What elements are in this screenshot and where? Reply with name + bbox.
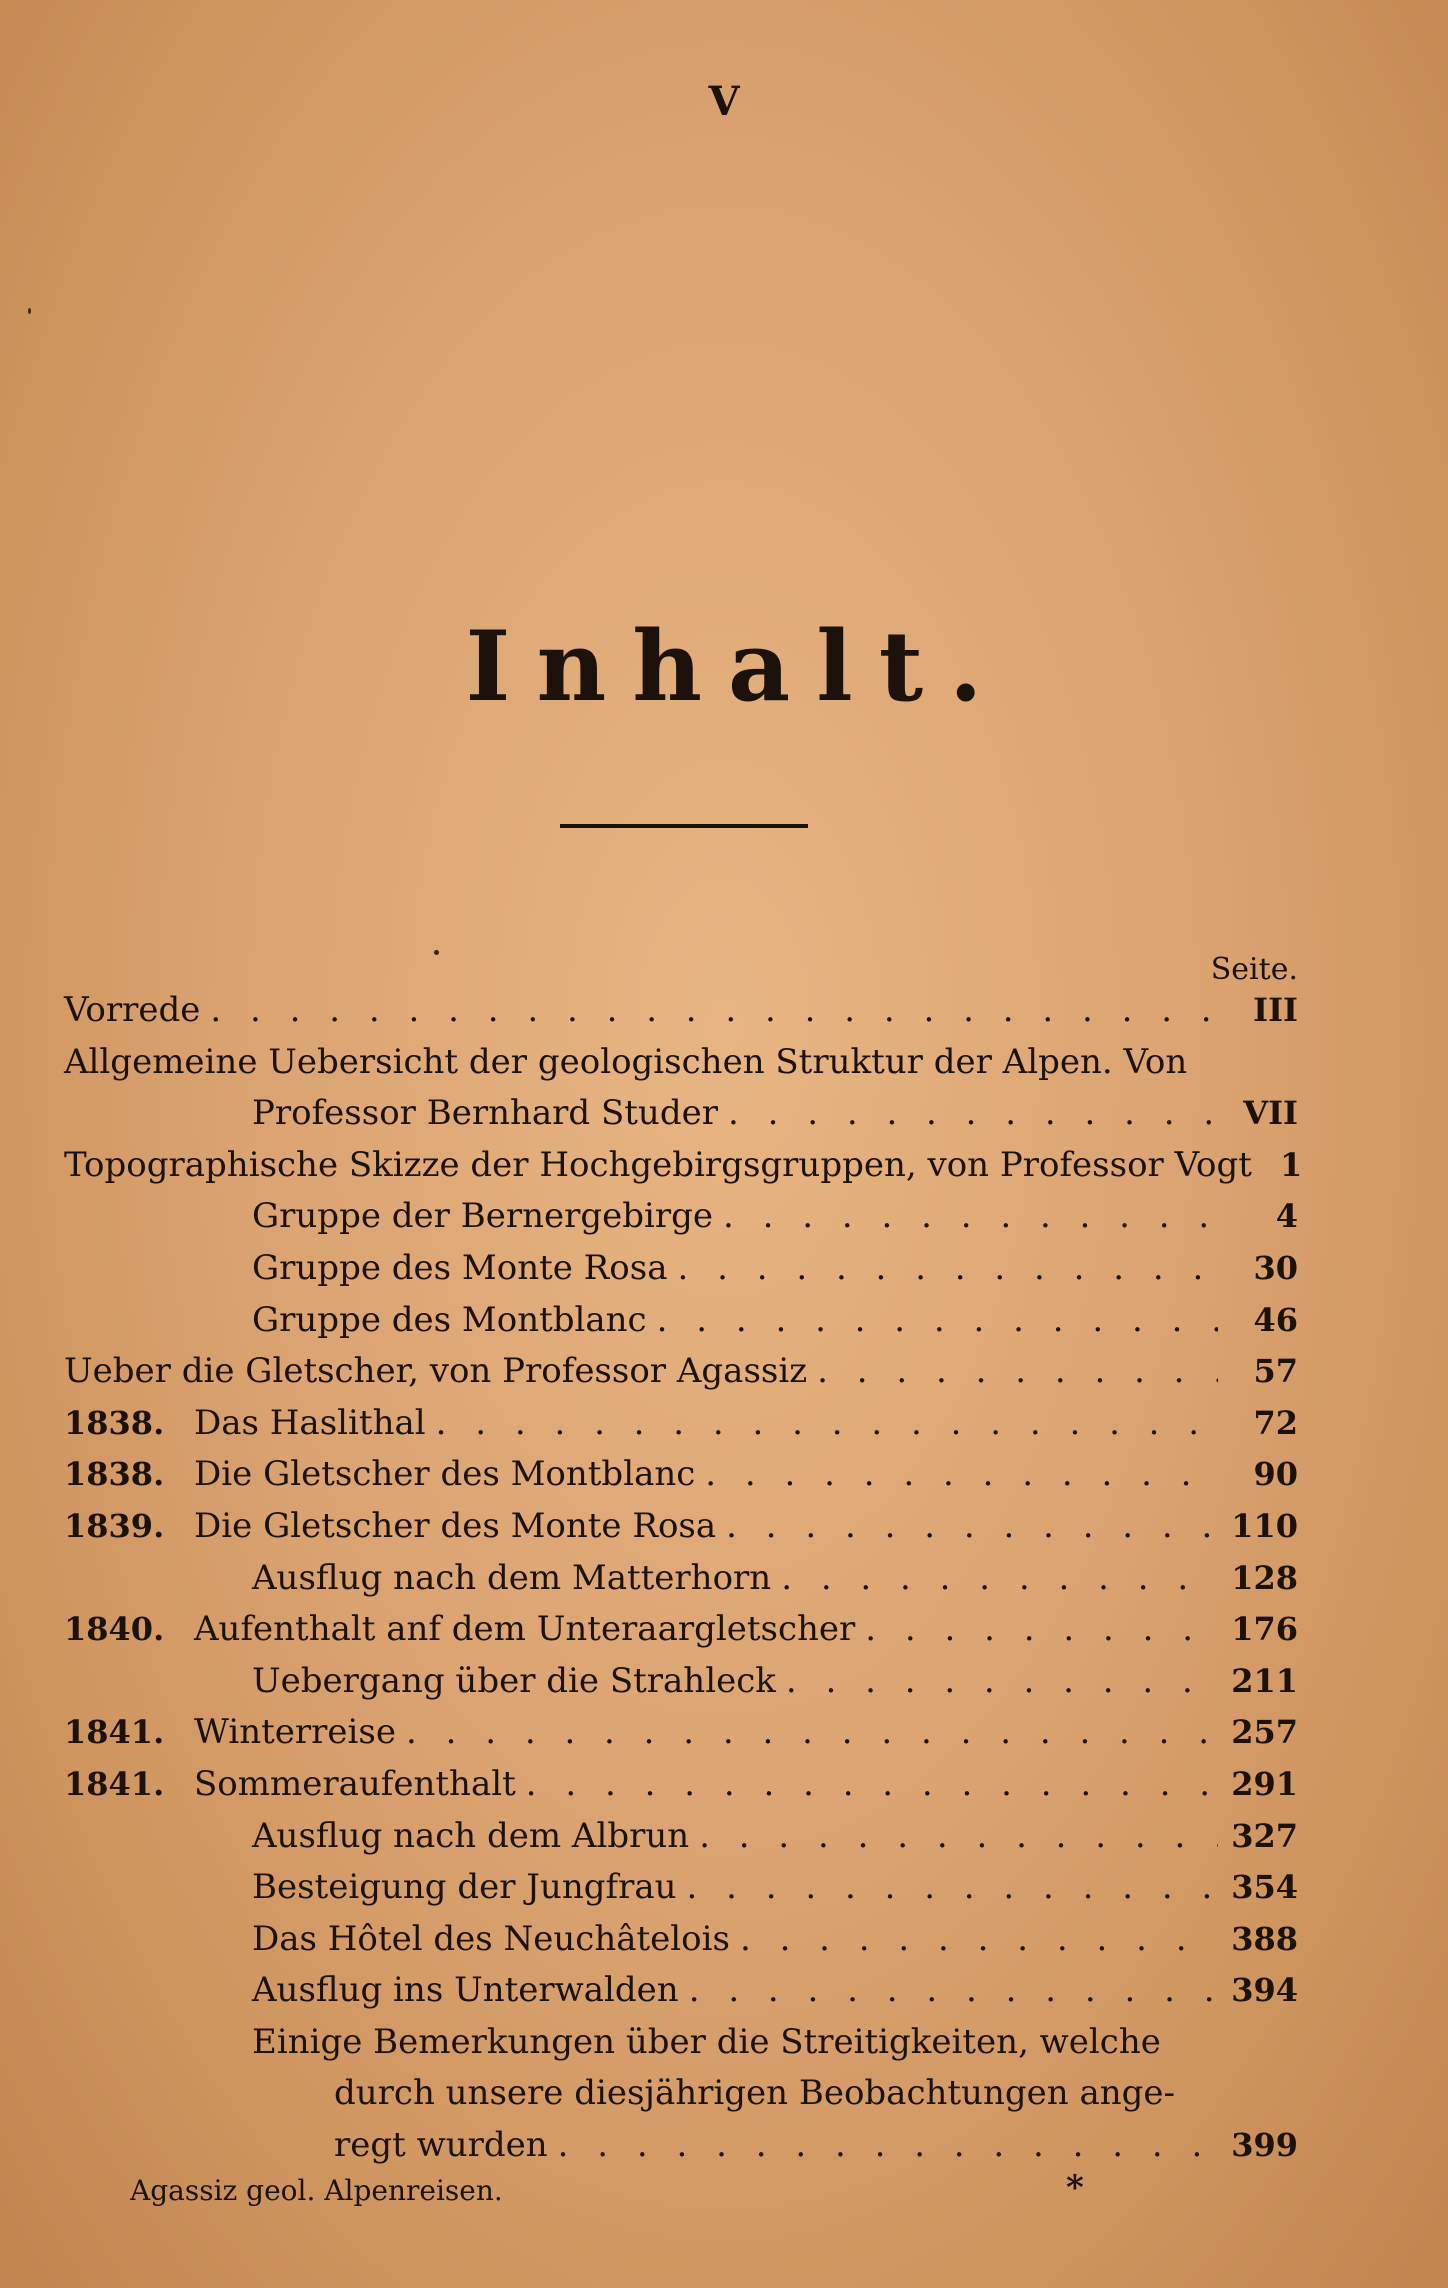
toc-entry[interactable] xyxy=(64,2120,1298,2172)
signature-mark: * xyxy=(1066,2168,1084,2208)
toc-entry[interactable] xyxy=(64,1346,1298,1398)
entry-year: 1841. xyxy=(64,1713,165,1752)
entry-year: 1841. xyxy=(64,1764,165,1803)
entry-title: Topographische Skizze der Hochgebirgsgruppen, von Professor Vogt xyxy=(64,1144,1252,1185)
page-title: Inhalt. xyxy=(465,610,1009,723)
entry-page: 57 xyxy=(1253,1352,1298,1391)
entry-page: VII xyxy=(1243,1094,1298,1133)
entry-page: 46 xyxy=(1253,1300,1298,1339)
entry-page: 72 xyxy=(1253,1403,1298,1442)
entry-page: 1 xyxy=(1279,1145,1303,1184)
entry-title: durch unsere diesjährigen Beobachtungen ange- xyxy=(334,2073,1175,2114)
entry-title: Gruppe des Montblanc xyxy=(252,1299,647,1340)
entry-title: Professor Bernhard Studer xyxy=(252,1093,718,1134)
leader-dots xyxy=(200,985,1218,1037)
toc-entry[interactable] xyxy=(64,2068,1298,2120)
entry-page: 176 xyxy=(1231,1610,1298,1649)
toc-entry[interactable] xyxy=(64,1191,1298,1243)
page-number: V xyxy=(708,78,740,125)
toc-entry[interactable] xyxy=(64,1088,1298,1140)
toc-entry[interactable] xyxy=(64,1243,1298,1295)
title-divider xyxy=(560,824,808,828)
entry-page: 388 xyxy=(1231,1919,1298,1958)
entry-page: 90 xyxy=(1253,1455,1298,1494)
leader-dots xyxy=(776,1656,1218,1708)
leader-dots xyxy=(426,1398,1218,1450)
toc-entry[interactable] xyxy=(64,2017,1298,2069)
entry-page: 399 xyxy=(1231,2126,1298,2165)
leader-dots xyxy=(855,1604,1218,1656)
entry-page: 30 xyxy=(1253,1248,1298,1287)
toc-entry[interactable] xyxy=(64,1140,1303,1192)
entry-title: Gruppe der Bernergebirge xyxy=(252,1196,714,1237)
leader-dots xyxy=(516,1759,1218,1811)
entry-title: Allgemeine Uebersicht der geologischen Struktur der Alpen. Von xyxy=(64,1041,1188,1082)
leader-dots xyxy=(548,2120,1218,2172)
leader-dots xyxy=(713,1191,1218,1243)
entry-page: III xyxy=(1253,991,1298,1029)
leader-dots xyxy=(771,1553,1218,1605)
leader-dots xyxy=(730,1914,1218,1966)
ink-speck xyxy=(28,308,31,314)
toc-entry[interactable] xyxy=(64,1707,1298,1759)
entry-title: Uebergang über die Strahleck xyxy=(252,1660,776,1701)
leader-dots xyxy=(677,1862,1219,1914)
entry-title: Ausflug nach dem Matterhorn xyxy=(252,1557,772,1598)
leader-dots xyxy=(396,1707,1218,1759)
table-of-contents xyxy=(64,985,1303,2172)
toc-entry[interactable] xyxy=(64,1449,1298,1501)
entry-title: Die Gletscher des Montblanc xyxy=(194,1454,696,1495)
entry-title: Das Haslithal xyxy=(194,1402,426,1443)
toc-entry[interactable] xyxy=(64,1604,1298,1656)
leader-dots xyxy=(647,1295,1218,1347)
leader-dots xyxy=(1252,1140,1262,1192)
ink-speck xyxy=(434,950,439,955)
entry-page: 211 xyxy=(1231,1661,1298,1700)
entry-title: Das Hôtel des Neuchâtelois xyxy=(252,1918,730,1959)
leader-dots xyxy=(716,1501,1218,1553)
entry-page: 128 xyxy=(1231,1558,1298,1597)
entry-page: 394 xyxy=(1231,1971,1298,2010)
entry-year: 1839. xyxy=(64,1506,165,1545)
toc-entry[interactable] xyxy=(64,1398,1298,1450)
toc-entry[interactable] xyxy=(64,1037,1298,1089)
entry-year: 1838. xyxy=(64,1403,165,1442)
toc-entry[interactable] xyxy=(64,1914,1298,1966)
entry-title: regt wurden xyxy=(334,2125,548,2166)
toc-entry[interactable] xyxy=(64,1811,1298,1863)
toc-entry[interactable] xyxy=(64,1965,1298,2017)
toc-entry[interactable] xyxy=(64,1553,1298,1605)
leader-dots xyxy=(689,1811,1218,1863)
toc-entry[interactable] xyxy=(64,1501,1298,1553)
entry-title: Aufenthalt anf dem Unteraargletscher xyxy=(194,1609,856,1650)
leader-dots xyxy=(695,1449,1218,1501)
leader-dots xyxy=(679,1965,1218,2017)
entry-page: 4 xyxy=(1275,1197,1298,1236)
entry-title: Die Gletscher des Monte Rosa xyxy=(194,1505,717,1546)
leader-dots xyxy=(667,1243,1218,1295)
entry-title: Ausflug nach dem Albrun xyxy=(252,1815,690,1856)
entry-title: Winterreise xyxy=(194,1712,396,1753)
toc-entry[interactable] xyxy=(64,1862,1298,1914)
entry-title: Sommeraufenthalt xyxy=(194,1763,516,1804)
entry-title: Ausflug ins Unterwalden xyxy=(252,1970,679,2011)
leader-dots xyxy=(807,1346,1218,1398)
entry-page: 291 xyxy=(1231,1764,1298,1803)
entry-page: 327 xyxy=(1231,1816,1298,1855)
toc-entry[interactable] xyxy=(64,985,1298,1037)
column-header-seite: Seite. xyxy=(1210,952,1298,987)
toc-entry[interactable] xyxy=(64,1295,1298,1347)
entry-title: Vorrede xyxy=(64,990,201,1030)
leader-dots xyxy=(718,1088,1218,1140)
entry-page: 354 xyxy=(1231,1868,1298,1907)
entry-page: 110 xyxy=(1231,1506,1298,1545)
entry-title: Einige Bemerkungen über die Streitigkeiten, welche xyxy=(252,2021,1161,2062)
signature-line: Agassiz geol. Alpenreisen. xyxy=(130,2174,503,2207)
entry-year: 1840. xyxy=(64,1610,165,1649)
entry-title: Besteigung der Jungfrau xyxy=(252,1867,677,1908)
entry-year: 1838. xyxy=(64,1455,165,1494)
toc-entry[interactable] xyxy=(64,1759,1298,1811)
entry-page: 257 xyxy=(1231,1713,1298,1752)
entry-title: Ueber die Gletscher, von Professor Agassiz xyxy=(64,1351,808,1392)
entry-title: Gruppe des Monte Rosa xyxy=(252,1247,668,1288)
toc-entry[interactable] xyxy=(64,1656,1298,1708)
